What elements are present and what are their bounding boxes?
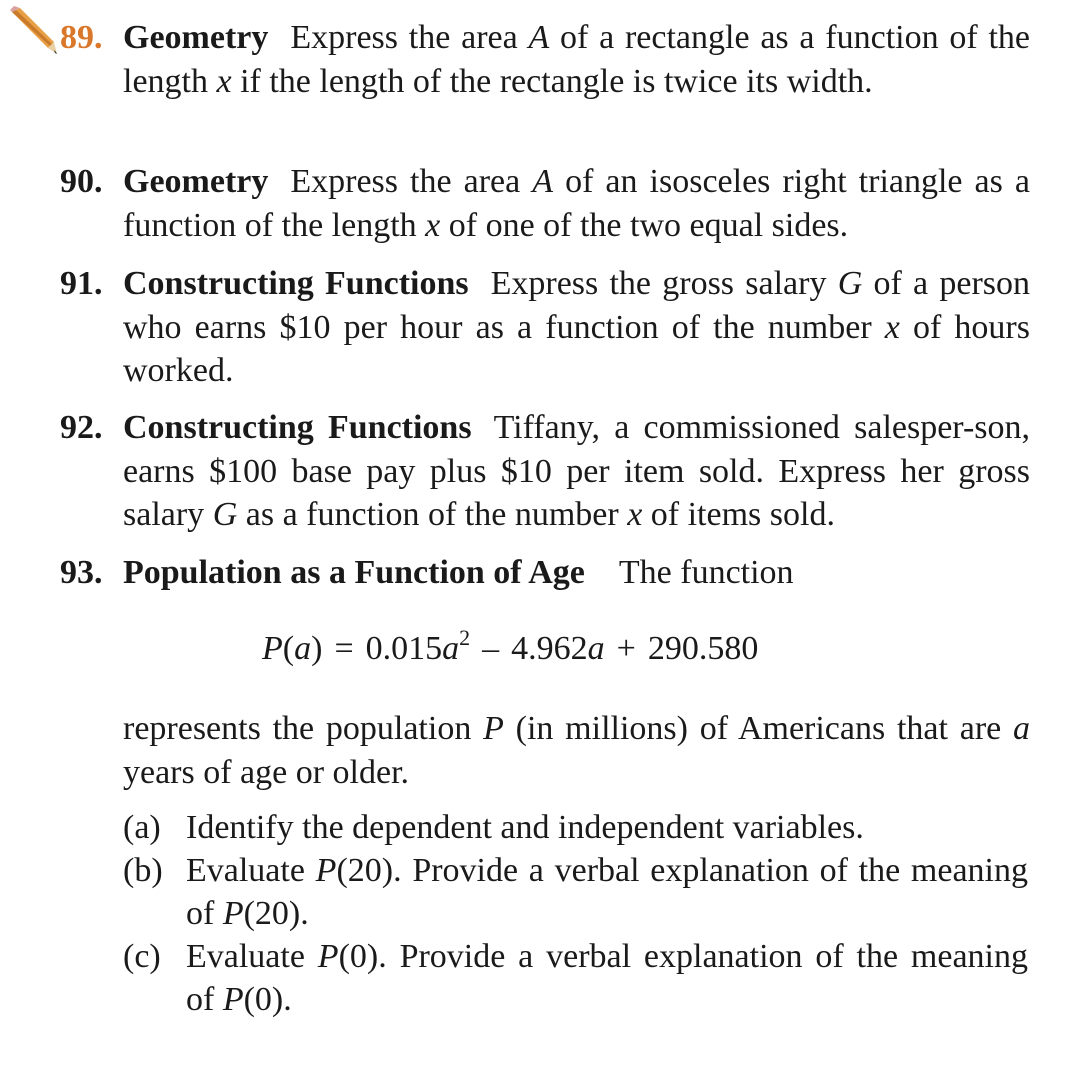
problem-text: Population as a Function of Age The function xyxy=(123,554,794,591)
sub-question-label: (c) xyxy=(123,938,161,975)
problem-text: Geometry Express the area A of a rectangle as a function of the length x if the length of the rectangle is twice its width. xyxy=(123,19,1030,100)
problem-text: Constructing Functions Tiffany, a commissioned salesper-son, earns $100 base pay plus $10 per item sold. Express her gross salary G as a function of the number x of items sold. xyxy=(123,409,1030,533)
problem-text: Geometry Express the area A of an isosceles right triangle as a function of the length x of one of the two equal sides. xyxy=(123,163,1030,244)
problem-93-description xyxy=(60,707,1030,794)
sub-question-label: (b) xyxy=(123,852,163,889)
problem-text: Constructing Functions Express the gross salary G of a person who earns $10 per hour as a function of the number x of hours worked. xyxy=(123,265,1030,389)
pencil-icon xyxy=(8,6,58,56)
sub-question-label: (a) xyxy=(123,809,161,846)
problem-91 xyxy=(60,262,1030,393)
formula: $P(a) = 0.015a^2 - 4.962a + 290.580$ xyxy=(262,625,759,667)
sub-question-a: (a) Identify the dependent and independent variables. xyxy=(123,806,1028,849)
problem-number: 93. xyxy=(60,554,103,591)
problem-text: represents the population P (in millions) of Americans that are a years of age or older. xyxy=(123,710,1030,791)
problem-title: Constructing Functions xyxy=(123,265,469,302)
problem-number: 89. xyxy=(60,19,103,56)
problem-title: Constructing Functions xyxy=(123,409,472,446)
problem-92 xyxy=(60,406,1030,537)
problem-89 xyxy=(60,16,1030,103)
problem-number: 92. xyxy=(60,409,103,446)
problem-93 xyxy=(60,551,1030,595)
problem-number: 90. xyxy=(60,163,103,200)
problem-title: Geometry xyxy=(123,19,269,56)
sub-question-c: (c) Evaluate P(0). Provide a verbal explanation of the meaning of P(0). xyxy=(123,935,1028,1021)
problem-number: 91. xyxy=(60,265,103,302)
sub-question-list xyxy=(123,806,1028,1021)
sub-question-b: (b) Evaluate P(20). Provide a verbal explanation of the meaning of P(20). xyxy=(123,849,1028,935)
problem-title: Population as a Function of Age xyxy=(123,554,585,591)
problem-title: Geometry xyxy=(123,163,269,200)
problem-90 xyxy=(60,160,1030,247)
